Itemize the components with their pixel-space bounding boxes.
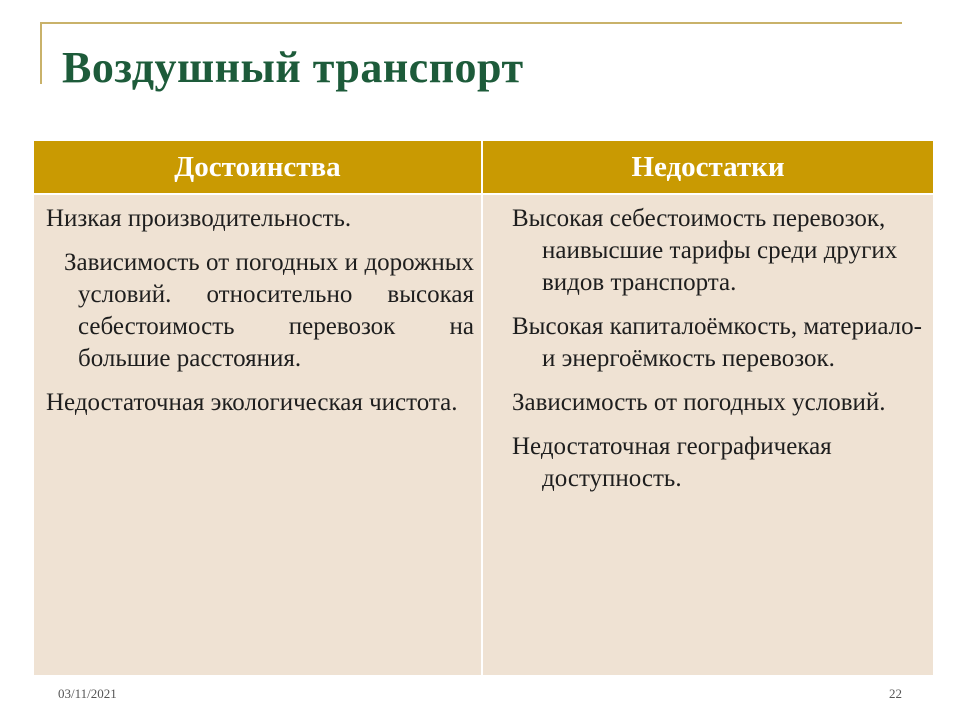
advantage-item-1: Низкая производительность. bbox=[46, 205, 352, 232]
disadvantages-column bbox=[512, 203, 924, 507]
advantage-item-3: Недостаточная экологическая чистота. bbox=[46, 389, 458, 416]
column-divider bbox=[481, 141, 483, 675]
advantage-item-2: Зависимость от погодных и дорожных условий. относительно высокая себестоимость перевозок на большие расстояния. bbox=[64, 249, 474, 372]
header-divider bbox=[34, 193, 933, 195]
footer-date: 03/11/2021 bbox=[58, 686, 117, 701]
comparison-table bbox=[34, 141, 933, 675]
page-title: Воздушный транспорт bbox=[62, 43, 524, 92]
page-number: 22 bbox=[889, 686, 902, 701]
header-advantages: Достоинства bbox=[34, 141, 481, 193]
disadvantage-item-3: Зависимость от погодных условий. bbox=[512, 389, 886, 416]
disadvantage-item-2: Высокая капиталоёмкость, материало- и энергоёмкость перевозок. bbox=[512, 313, 922, 372]
header-disadvantages: Недостатки bbox=[483, 141, 933, 193]
frame-left-line bbox=[40, 22, 42, 84]
frame-top-line bbox=[40, 22, 902, 24]
advantages-column bbox=[46, 203, 474, 431]
disadvantage-item-4: Недостаточная географичекая доступность. bbox=[512, 433, 832, 492]
disadvantage-item-1: Высокая себестоимость перевозок, наивысшие тарифы среди других видов транспорта. bbox=[512, 205, 898, 296]
